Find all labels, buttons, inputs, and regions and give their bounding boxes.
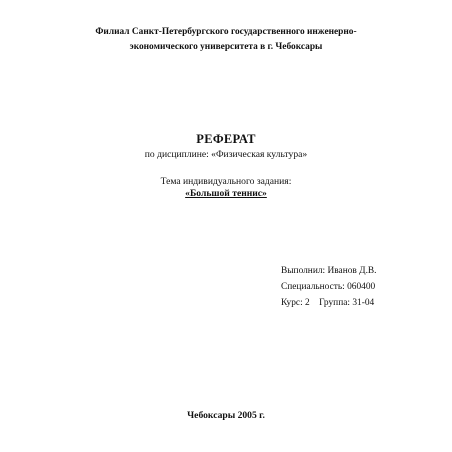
topic-value: «Большой теннис» <box>185 188 267 199</box>
document-title: РЕФЕРАТ <box>196 132 256 146</box>
city-year: Чебоксары 2005 г. <box>187 410 265 421</box>
discipline-line: по дисциплине: «Физическая культура» <box>144 149 308 160</box>
topic-label: Тема индивидуального задания: <box>160 176 292 187</box>
author-course-group: Курс: 2 Группа: 31-04 <box>281 298 375 308</box>
institution-line-2: экономического университета в г. Чебоксары <box>129 42 323 52</box>
author-specialty: Специальность: 060400 <box>281 282 376 292</box>
institution-line-1: Филиал Санкт-Петербургского государственного инженерно- <box>95 27 357 37</box>
author-name: Выполнил: Иванов Д.В. <box>281 266 377 276</box>
